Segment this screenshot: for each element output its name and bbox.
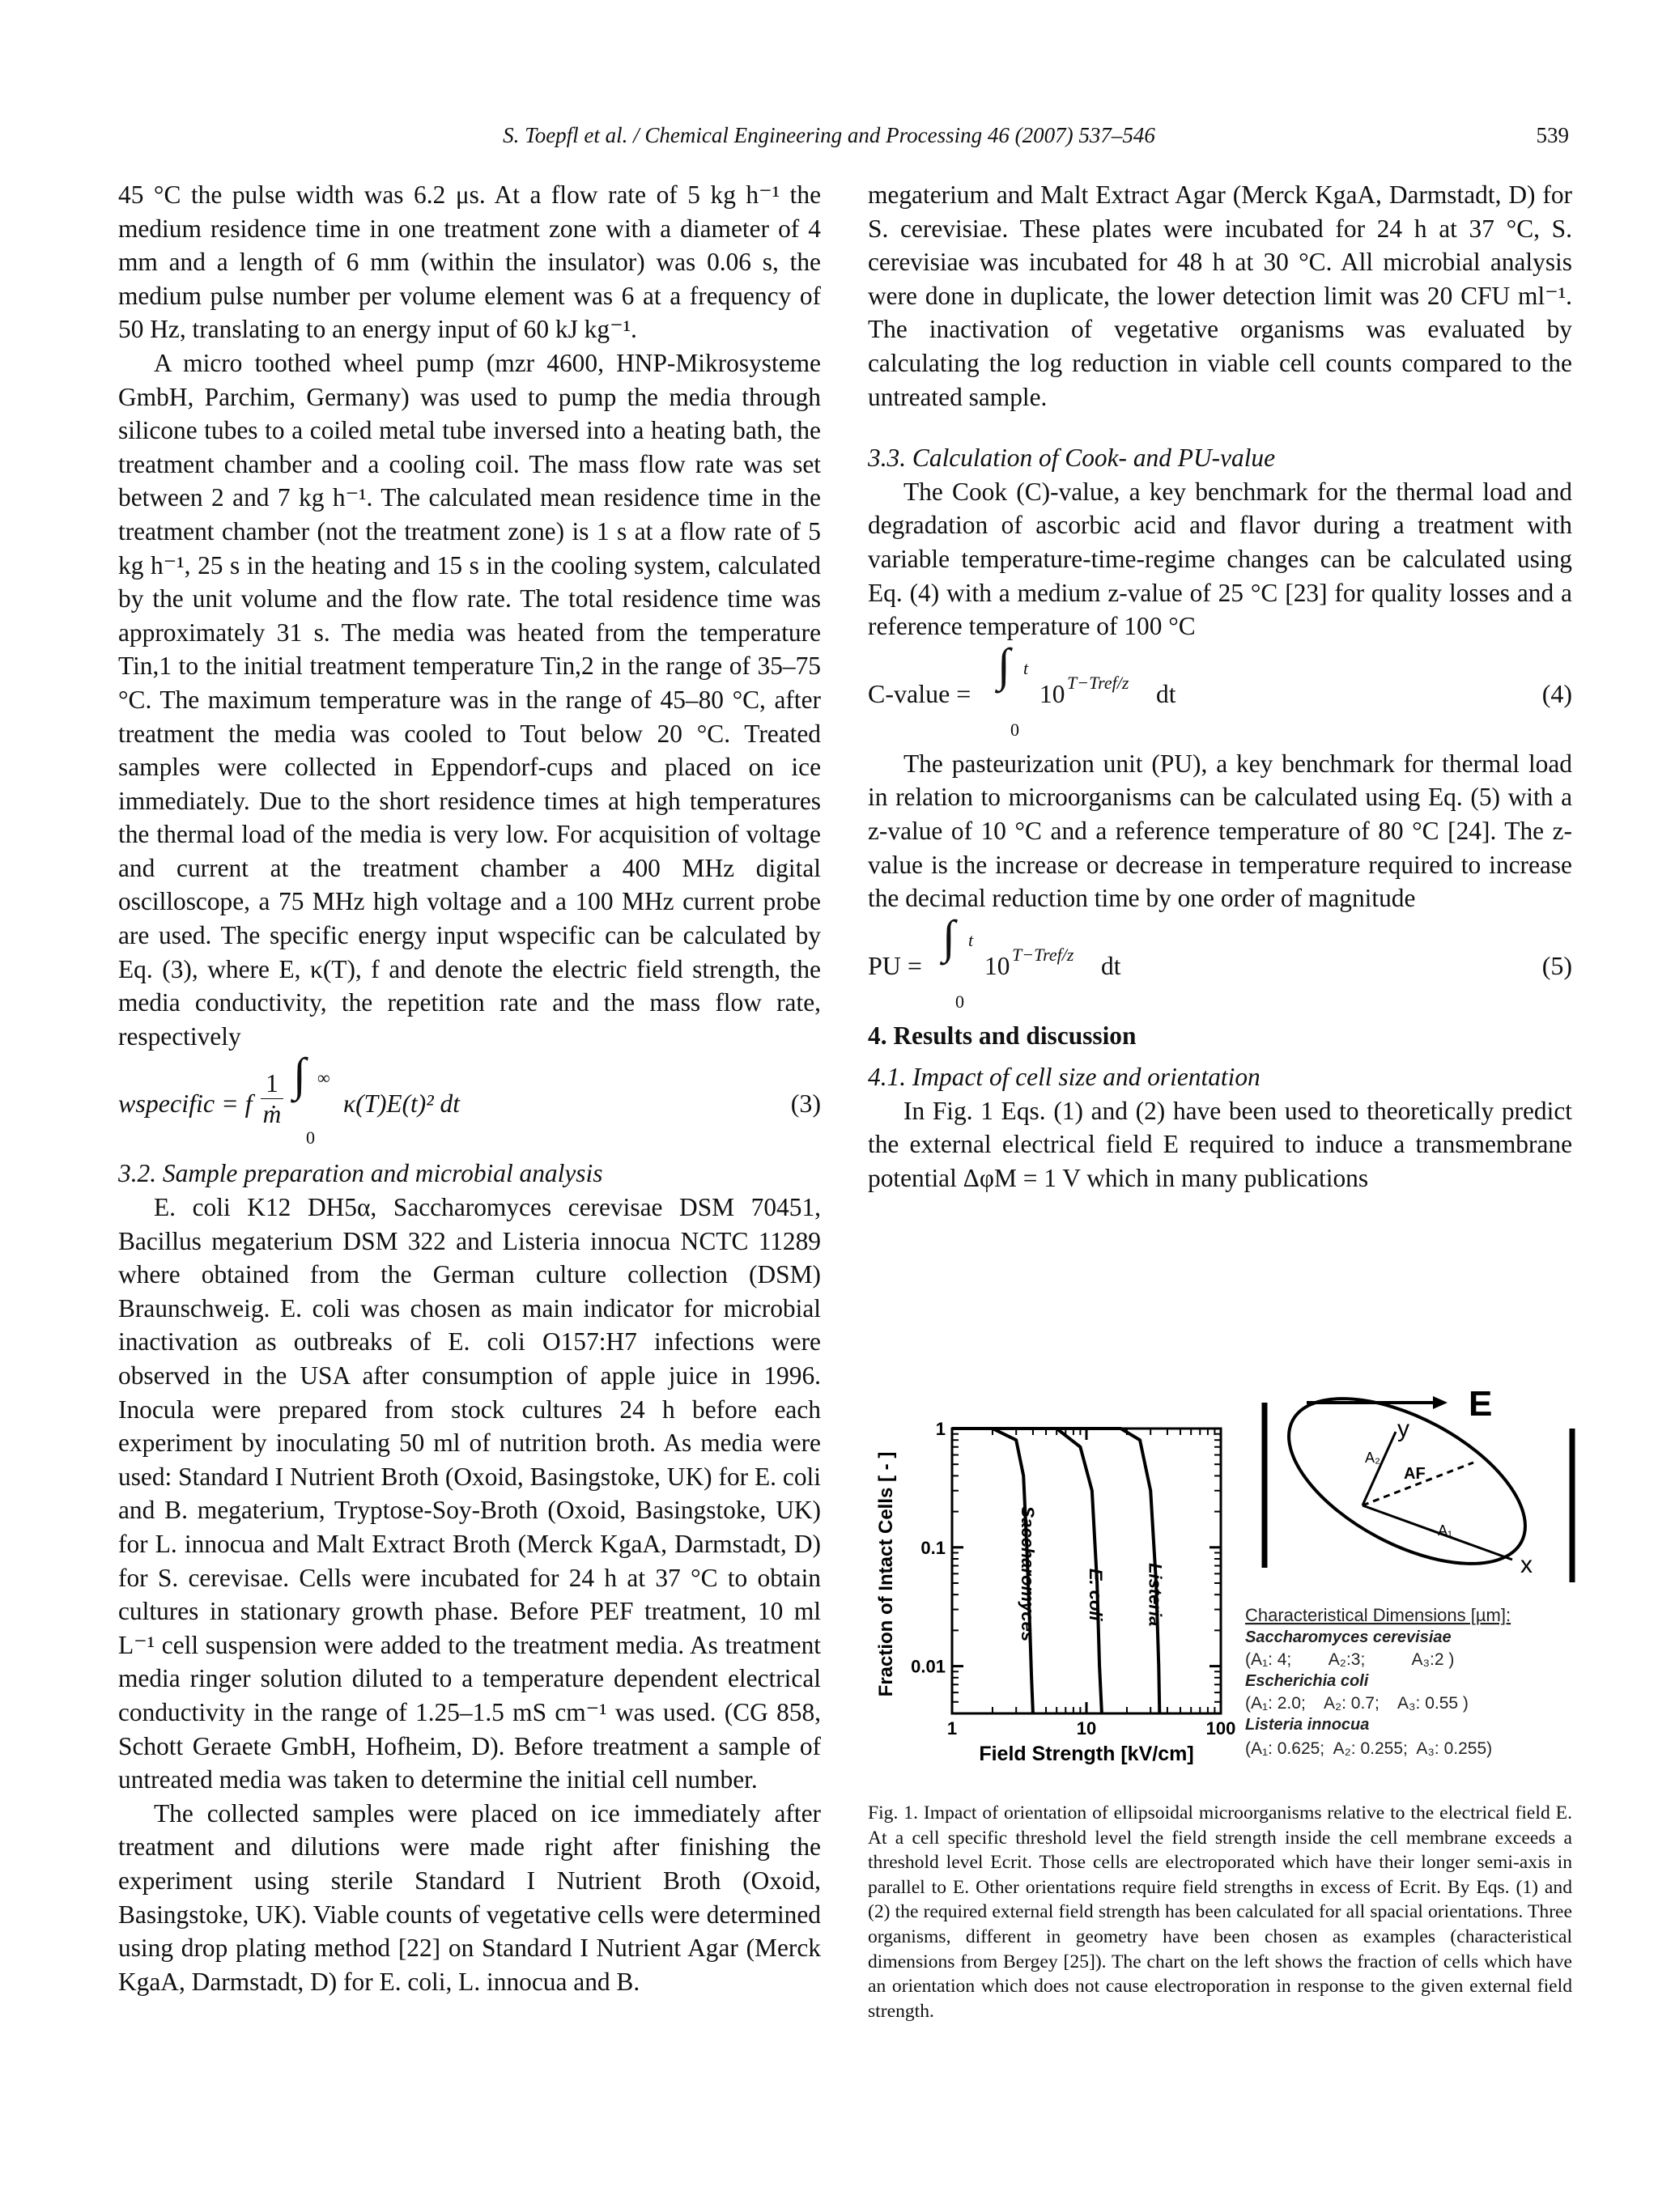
right-column [868,178,1572,1195]
series-label: E. coli [1086,1568,1107,1621]
paragraph: megaterium and Malt Extract Agar (Merck KgaA, Darmstadt, D) for S. cerevisiae. These plates were incubated for 24 h at 37 °C, S. cerevisiae was incubated for 48 h at 30 °C. All microbial analysis were done in duplicate, the lower detection limit was 20 CFU ml⁻¹. The inactivation of vegetative organisms was evaluated by calculating the log reduction in viable cell counts compared to the untreated sample. [868,180,1572,411]
paragraph: E. coli K12 DH5α, Saccharomyces cerevisae DSM 70451, Bacillus megaterium DSM 322 and Listeria innocua NCTC 11289 where obtained from the German culture collection (DSM) Braunschweig. E. coli was chosen as main indicator for microbial inactivation as outbreaks of E. coli O157:H7 infections were observed in the USA after consumption of apple juice in 1996. Inocula were prepared from stock cultures 24 h before each experiment by inoculating 50 ml of nutrition broth. As media were used: Standard I Nutrient Broth (Oxoid, Basingstoke, UK) for E. coli and B. megaterium, Tryptose-Soy-Broth (Oxoid, Basingstoke, UK) for L. innocua and Malt Extract Broth (Merck KgaA, Darmstadt, D) for S. cerevisae. Cells were incubated for 24 h at 37 °C to obtain cultures in stationary growth phase. Before PEF treatment, 10 ml L⁻¹ cell suspension were added to the treatment media. As treatment media ringer solution diluted to a temperature dependent electrical conductivity in the range of 1.25–1.5 mS cm⁻¹ was used. (CG 858, Schott Geraete GmbH, Hofheim, D). Before treatment a sample of untreated media was taken to determine the initial cell number. [118,1193,821,1794]
paragraph: The Cook (C)-value, a key benchmark for the thermal load and degradation of ascorbic acid and flavor during a treatment with variable temperature-time-regime changes can be calculated using Eq. (4) with a medium z-value of 25 °C [23] for quality losses and a reference temperature of 100 °C [868,477,1572,641]
page-number: 539 [1536,123,1569,147]
section-heading: 3.3. Calculation of Cook- and PU-value [868,444,1276,473]
series-label: Listeria [1145,1563,1166,1627]
x-label: x [1520,1552,1533,1578]
integrand-exponent: T−Tref/z [1012,944,1074,965]
arrow-head-icon [1433,1396,1448,1409]
running-header [0,123,1658,155]
y-axis-label: Fraction of Intact Cells [ - ] [875,1451,897,1697]
organism-name: Escherichia coli [1245,1672,1369,1690]
running-title: S. Toepfl et al. / Chemical Engineering and Processing 46 (2007) 537–546 [503,123,1155,147]
a1-label: A₁ [1438,1522,1453,1539]
paragraph: 45 °C the pulse width was 6.2 μs. At a flow rate of 5 kg h⁻¹ the medium residence time in one treatment zone with a diameter of 4 mm and a length of 6 mm (within the insulator) was 0.06 s, the medium pulse number per volume element was 6 at a frequency of 50 Hz, translating to an energy input of 60 kJ kg⁻¹. [118,180,821,344]
lower-limit: 0 [306,1127,315,1148]
x-axis-label: Field Strength [kV/cm] [979,1743,1194,1765]
integral-sign: ∫ [997,638,1010,691]
y-label: y [1397,1416,1409,1442]
equation-3 [118,1048,821,1148]
equation-4 [868,638,1572,740]
equation-5 [868,910,1572,1012]
upper-limit: t [1023,657,1029,678]
series-line-listeria [952,1429,1159,1713]
lower-limit: 0 [955,991,964,1012]
equation-lhs: PU = [868,950,922,980]
equation-lhs: wspecific = f [118,1089,253,1119]
organism-name: Listeria innocua [1245,1716,1370,1734]
differential: dt [1156,679,1176,708]
section-heading: 4. Results and discussion [868,1021,1137,1050]
equation-number: (5) [1541,950,1572,980]
equation-fraction: 1 ṁ [261,1069,283,1130]
organism-dimensions: (A₁: 2.0; A₂: 0.7; A₃: 0.55 ) [1245,1694,1469,1713]
integrand-exponent: T−Tref/z [1067,672,1129,693]
paragraph: A micro toothed wheel pump (mzr 4600, HNP-Mikrosysteme GmbH, Parchim, Germany) was used to pump the media through silicone tubes to a coiled metal tube inversed into a heating bath, the treatment chamber and a cooling coil. The mass flow rate was set between 2 and 7 kg h⁻¹. The calculated mean residence time in the treatment chamber (not the treatment zone) is 1 s at a flow rate of 5 kg h⁻¹, 25 s in the heating and 15 s in the cooling system, calculated by the unit volume and the flow rate. The total residence time was approximately 31 s. The media was heated from the temperature Tin,1 to the initial treatment temperature Tin,2 in the range of 35–75 °C. The maximum temperature was in the range of 45–80 °C, after treatment the media was cooled to Tout below 20 °C. Treated samples were collected in Eppendorf-cups and placed on ice immediately. Due to the short residence times at high temperatures the thermal load of the media is very low. For acquisition of voltage and current at the treatment chamber a 400 MHz digital oscilloscope, a 75 MHz high voltage and a 100 MHz current probe are used. The specific energy input wspecific can be calculated by Eq. (3), where E, κ(T), f and denote the electric field strength, the media conductivity, the repetition rate and the mass flow rate, respectively [118,348,821,1051]
section-heading: 3.2. Sample preparation and microbial analysis [118,1159,603,1188]
series-label: Saccharomyces [1018,1505,1039,1642]
lower-limit: 0 [1010,719,1019,740]
af-label: AF [1404,1465,1426,1483]
integral-sign: ∫ [293,1048,306,1102]
differential: dt [1101,951,1121,980]
organism-dimensions: (A₁: 4; A₂:3; A₃:2 ) [1245,1650,1455,1669]
organism-name: Saccharomyces cerevisiae [1245,1628,1452,1646]
figure-caption [868,1801,1572,2023]
equation-lhs: C-value = [868,678,971,708]
upper-limit: t [968,929,974,950]
field-label: E [1469,1384,1493,1424]
dimensions-title: Characteristical Dimensions [µm]: [1245,1605,1511,1625]
subsection-heading: 4.1. Impact of cell size and orientation [868,1063,1261,1092]
organism-dimensions: (A₁: 0.625; A₂: 0.255; A₃: 0.255) [1245,1739,1493,1758]
orientation-diagram [1245,1380,1585,1785]
equation-number: (4) [1541,678,1572,708]
integrand-base: 10 [984,951,1010,980]
integral-sign: ∫ [942,910,955,963]
x-tick-label: 10 [1076,1718,1097,1739]
integrand-base: 10 [1039,679,1065,708]
left-column [118,178,821,1998]
a2-label: A₂ [1365,1450,1380,1466]
x-tick-label: 1 [946,1718,958,1739]
y-tick-label: 0.1 [920,1537,946,1558]
paragraph: In Fig. 1 Eqs. (1) and (2) have been used to theoretically predict the external electrical field E required to induce a transmembrane potential ΔφM = 1 V which in many publications [868,1096,1572,1193]
x-tick-label: 100 [1205,1718,1236,1739]
equation-number: (3) [790,1089,821,1119]
upper-limit: ∞ [317,1068,330,1089]
caption-text: Fig. 1. Impact of orientation of ellipsoidal microorganisms relative to the electrical field E. At a cell specific threshold level the field strength inside the cell membrane exceeds a threshold level Ecrit. Those cells are electroporated which have their longer semi-axis in parallel to E. Other orientations require field strengths in excess of Ecrit. By Eqs. (1) and (2) the required external field strength has been calculated for all spacial orientations. Three organisms, different in geometry have been chosen as examples (characteristical dimensions from Bergey [25]). The chart on the left shows the fraction of cells which have an orientation which does not cause electroporation in response to the given external field strength. [868,1802,1572,2022]
paragraph: The pasteurization unit (PU), a key benchmark for thermal load in relation to microorganisms can be calculated using Eq. (5) with a z-value of 10 °C and a reference temperature of 80 °C [24]. The z-value is the increase or decrease in temperature required to increase the decimal reduction time by one order of magnitude [868,749,1572,913]
integrand: κ(T)E(t)² dt [343,1089,460,1119]
y-axis-line [1363,1432,1396,1505]
paragraph: The collected samples were placed on ice immediately after treatment and dilutions were made right after finishing the experiment using sterile Standard I Nutrient Broth (Oxoid, Basingstoke, UK). Viable counts of vegetative cells were determined using drop plating method [22] on Standard I Nutrient Agar (Merck KgaA, Darmstadt, D) for E. coli, L. innocua and B. [118,1798,821,1996]
y-tick-label: 0.01 [911,1656,946,1677]
fraction-chart [868,1380,1248,1785]
figure-1 [868,1380,1572,1785]
y-tick-label: 1 [935,1419,946,1439]
dimensions-legend [1245,1605,1511,1758]
